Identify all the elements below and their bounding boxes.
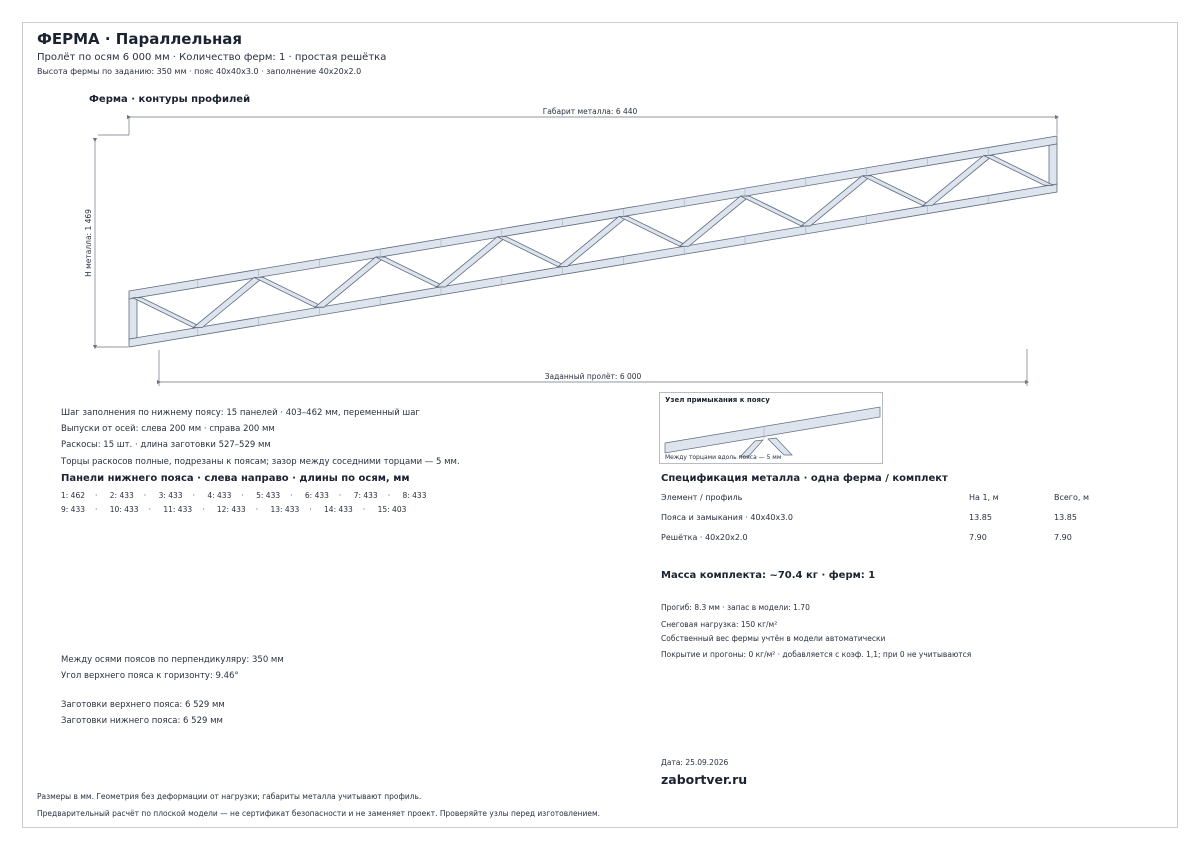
inset-title: Узел примыкания к поясу <box>665 396 770 404</box>
note-overhangs: Выпуски от осей: слева 200 мм · справа 200 мм <box>61 424 275 434</box>
truss-drawing <box>0 0 1200 400</box>
note-fill-step: Шаг заполнения по нижнему поясу: 15 панелей · 403–462 мм, переменный шаг <box>61 408 420 418</box>
load-roof: Покрытие и прогоны: 0 кг/м² · добавляется с коэф. 1,1; при 0 не учитываются <box>661 650 972 659</box>
dim-height-label: Н металла: 1 469 <box>84 209 93 277</box>
footer-note-2: Предварительный расчёт по плоской модели — не сертификат безопасности и не заменяет проект. Проверяйте узлы перед изготовлением. <box>37 809 601 818</box>
panel-length: 1: 462 <box>61 491 85 500</box>
note-diagonals: Раскосы: 15 шт. · длина заготовки 527–529 мм <box>61 440 271 450</box>
note-top-blanks: Заготовки верхнего пояса: 6 529 мм <box>61 700 225 710</box>
web-diagonal <box>741 196 811 226</box>
end-post-left <box>129 298 137 339</box>
load-snow: Снеговая нагрузка: 150 кг/м² <box>661 620 778 629</box>
web-diagonal <box>133 298 203 328</box>
spec-row-chords-name: Пояса и замыкания · 40x40x3.0 <box>661 513 793 522</box>
spec-title: Спецификация металла · одна ферма / комплект <box>661 473 948 484</box>
web-diagonal <box>619 216 689 246</box>
load-selfweight: Собственный вес фермы учтён в модели автоматически <box>661 634 886 643</box>
spec-header-per-truss: На 1, м <box>969 493 999 502</box>
spec-row-web-name: Решётка · 40x20x2.0 <box>661 533 748 542</box>
panel-length: 14: 433 <box>324 505 353 514</box>
web-diagonal <box>984 155 1054 185</box>
bottom-chord <box>129 184 1057 347</box>
spec-row-chords-total: 13.85 <box>1054 513 1077 522</box>
panels-title: Панели нижнего пояса · слева направо · длины по осям, мм <box>61 473 410 484</box>
load-deflection: Прогиб: 8.3 мм · запас в модели: 1.70 <box>661 603 810 612</box>
date-label: Дата: 25.09.2026 <box>661 758 729 767</box>
dim-height <box>95 140 128 347</box>
panel-length: 11: 433 <box>163 505 193 514</box>
panels-row-1: 1: 462 · 2: 433 · 3: 433 · 4: 433 · 5: 433 · 6: 433 · 7: 433 · 8: 433 <box>61 491 427 500</box>
truss-profiles <box>129 136 1057 347</box>
panel-length: 5: 433 <box>256 491 281 500</box>
panel-length: 10: 433 <box>109 505 139 514</box>
panels-row-2: 9: 433 · 10: 433 · 11: 433 · 12: 433 · 13: 433 · 14: 433 · 15: 403 <box>61 505 407 514</box>
joint-detail-drawing <box>660 393 882 463</box>
panel-length: 12: 433 <box>216 505 246 514</box>
web-diagonal <box>254 277 324 307</box>
panel-length: 7: 433 <box>353 491 378 500</box>
web-diagonal <box>497 237 567 267</box>
panel-length: 4: 433 <box>207 491 232 500</box>
web-diagonal <box>862 176 932 206</box>
note-diagonal-ends: Торцы раскосов полные, подрезаны к поясам; зазор между соседними торцами — 5 мм. <box>61 457 460 467</box>
joint-detail-inset <box>659 392 883 464</box>
spec-row-chords-per: 13.85 <box>969 513 992 522</box>
page-subtitle: Пролёт по осям 6 000 мм · Количество ферм: 1 · простая решётка <box>37 52 387 63</box>
note-bottom-blanks: Заготовки нижнего пояса: 6 529 мм <box>61 716 223 726</box>
panel-length: 8: 433 <box>402 491 427 500</box>
panel-length: 9: 433 <box>61 505 85 514</box>
page-subtitle-2: Высота фермы по заданию: 350 мм · пояс 40x40x3.0 · заполнение 40x20x2.0 <box>37 67 362 76</box>
panel-length: 15: 403 <box>377 505 407 514</box>
page-title: ФЕРМА · Параллельная <box>37 30 243 48</box>
spec-header-element: Элемент / профиль <box>661 493 743 502</box>
panel-length: 3: 433 <box>158 491 183 500</box>
dim-metal-length <box>98 117 1057 135</box>
web-diagonal <box>376 257 446 287</box>
panel-length: 2: 433 <box>109 491 134 500</box>
panel-length: 13: 433 <box>270 505 300 514</box>
spec-row-web-total: 7.90 <box>1054 533 1072 542</box>
top-chord <box>129 136 1057 299</box>
end-post-right <box>1049 144 1057 185</box>
spec-header-total: Всего, м <box>1054 493 1090 502</box>
footer-note-1: Размеры в мм. Геометрия без деформации от нагрузки; габариты металла учитывают профиль. <box>37 792 422 801</box>
brand-logo-text[interactable]: zabortver.ru <box>661 772 748 787</box>
spec-mass: Масса комплекта: ~70.4 кг · ферм: 1 <box>661 570 876 581</box>
inset-caption: Между торцами вдоль пояса — 5 мм <box>665 454 782 461</box>
drawing-section-title: Ферма · контуры профилей <box>89 94 251 105</box>
spec-row-web-per: 7.90 <box>969 533 987 542</box>
note-angle: Угол верхнего пояса к горизонту: 9.46° <box>61 671 239 681</box>
note-axis-distance: Между осями поясов по перпендикуляру: 350 мм <box>61 655 284 665</box>
dim-metal-length-label: Габарит металла: 6 440 <box>542 107 638 116</box>
panel-length: 6: 433 <box>304 491 329 500</box>
dim-span-label: Заданный пролёт: 6 000 <box>544 372 642 381</box>
